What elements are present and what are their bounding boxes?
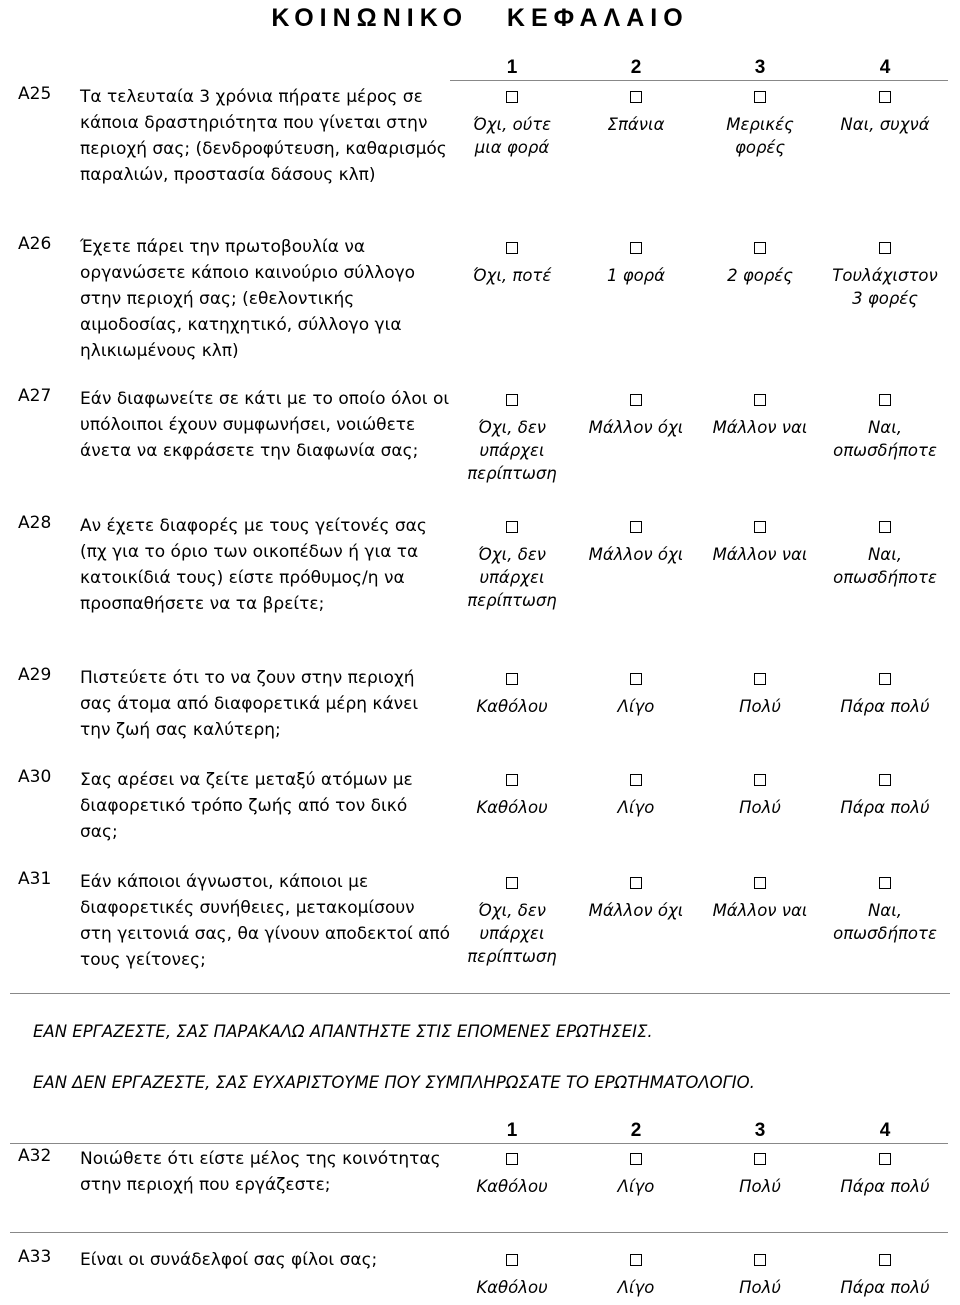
checkbox[interactable] xyxy=(754,774,766,786)
scale-header-2: 2 xyxy=(630,57,642,78)
option-label: Πολύ xyxy=(739,697,781,716)
option-label: Ναι, οπωσδήποτε xyxy=(833,901,937,943)
option-label: Πολύ xyxy=(739,1177,781,1196)
question-text: Αν έχετε διαφορές με τους γείτονές σας (πχ για το όριο των οικοπέδων ή για τα κατοικίδιά τους) είστε πρόθυμος/η να προσπαθήσετε να τα βρείτε; xyxy=(80,516,427,614)
option-label: Μερικές φορές xyxy=(726,115,794,157)
answer-option-2[interactable] xyxy=(574,1153,698,1198)
option-label: Πάρα πολύ xyxy=(840,798,930,817)
option-label: Ναι, οπωσδήποτε xyxy=(833,545,937,587)
option-label: Όχι, ποτέ xyxy=(472,266,552,285)
question-id: A25 xyxy=(18,84,52,104)
checkbox[interactable] xyxy=(879,877,891,889)
instruction-not-employed: ΕΑΝ ΔΕΝ ΕΡΓΑΖΕΣΤΕ, ΣΑΣ ΕΥΧΑΡΙΣΤΟΥΜΕ ΠΟΥ ΣΥΜΠΛΗΡΩΣΑΤΕ ΤΟ ΕΡΩΤΗΜΑΤΟΛΟΓΙΟ. xyxy=(33,1073,755,1092)
option-label: Πολύ xyxy=(739,798,781,817)
row-divider xyxy=(10,1232,948,1233)
option-label: Λίγο xyxy=(617,1177,655,1196)
answer-option-1[interactable] xyxy=(450,242,574,287)
checkbox[interactable] xyxy=(754,91,766,103)
option-label: Ναι, οπωσδήποτε xyxy=(833,418,937,460)
checkbox[interactable] xyxy=(879,394,891,406)
answer-option-4[interactable] xyxy=(823,1254,947,1299)
answer-option-2[interactable] xyxy=(574,242,698,287)
question-text: Εάν διαφωνείτε σε κάτι με το οποίο όλοι οι υπόλοιποι έχουν συμφωνήσει, νοιώθετε άνετα να εκφράσετε την διαφωνία σας; xyxy=(80,389,450,461)
answer-option-2[interactable] xyxy=(574,521,698,566)
answer-option-1[interactable] xyxy=(450,91,574,159)
checkbox[interactable] xyxy=(879,1254,891,1266)
answer-option-1[interactable] xyxy=(450,394,574,485)
checkbox[interactable] xyxy=(506,774,518,786)
option-label: Σπάνια xyxy=(607,115,665,134)
checkbox[interactable] xyxy=(506,1254,518,1266)
checkbox[interactable] xyxy=(754,1254,766,1266)
answer-option-2[interactable] xyxy=(574,91,698,136)
checkbox[interactable] xyxy=(754,242,766,254)
option-label: Πολύ xyxy=(739,1278,781,1297)
checkbox[interactable] xyxy=(630,242,642,254)
question-id: A30 xyxy=(18,767,52,787)
checkbox[interactable] xyxy=(879,1153,891,1165)
question-text: Είναι οι συνάδελφοί σας φίλοι σας; xyxy=(80,1250,378,1270)
question-text: Πιστεύετε ότι το να ζουν στην περιοχή σας άτομα από διαφορετικά μέρη κάνει την ζωή σας καλύτερη; xyxy=(80,668,419,740)
option-label: Πάρα πολύ xyxy=(840,1177,930,1196)
option-label: Καθόλου xyxy=(476,697,548,716)
answer-option-3[interactable] xyxy=(698,877,822,922)
question-text: Έχετε πάρει την πρωτοβουλία να οργανώσετε κάποιο καινούριο σύλλογο στην περιοχή σας; (εθελοντικής αιμοδοσίας, κατηχητικό, σύλλογο για ηλικιωμένους κλπ) xyxy=(80,237,416,361)
answer-option-3[interactable] xyxy=(698,1153,822,1198)
section-divider xyxy=(10,993,950,994)
answer-option-1[interactable] xyxy=(450,521,574,612)
checkbox[interactable] xyxy=(879,91,891,103)
option-label: 2 φορές xyxy=(727,266,793,285)
answer-option-2[interactable] xyxy=(574,394,698,439)
option-label: Πάρα πολύ xyxy=(840,697,930,716)
checkbox[interactable] xyxy=(754,521,766,533)
checkbox[interactable] xyxy=(506,877,518,889)
checkbox[interactable] xyxy=(630,91,642,103)
answer-option-2[interactable] xyxy=(574,877,698,922)
option-label: Λίγο xyxy=(617,697,655,716)
checkbox[interactable] xyxy=(754,1153,766,1165)
option-label: Μάλλον όχι xyxy=(588,901,684,920)
question-text: Εάν κάποιοι άγνωστοι, κάποιοι με διαφορετικές συνήθειες, μετακομίσουν στη γειτονιά σας, θα γίνουν αποδεκτοί από τους γείτονες; xyxy=(80,872,450,970)
answer-option-3[interactable] xyxy=(698,521,822,566)
checkbox[interactable] xyxy=(754,877,766,889)
question-text: Νοιώθετε ότι είστε μέλος της κοινότητας στην περιοχή που εργάζεστε; xyxy=(80,1149,441,1195)
question-id: A26 xyxy=(18,234,52,254)
question-id: A29 xyxy=(18,665,52,685)
checkbox[interactable] xyxy=(630,521,642,533)
answer-option-4[interactable] xyxy=(823,673,947,718)
question-text: Τα τελευταία 3 χρόνια πήρατε μέρος σε κάποια δραστηριότητα που γίνεται στην περιοχή σας; (δενδροφύτευση, καθαρισμός παραλιών, προστασία δάσους κλπ) xyxy=(80,87,447,185)
header-rule xyxy=(450,80,948,81)
checkbox[interactable] xyxy=(506,242,518,254)
option-label: Τουλάχιστον 3 φορές xyxy=(832,266,938,308)
question-id: A32 xyxy=(18,1146,52,1166)
option-label: Καθόλου xyxy=(476,1177,548,1196)
option-label: Καθόλου xyxy=(476,1278,548,1297)
scale-header-4: 4 xyxy=(879,1120,891,1141)
option-label: Όχι, δεν υπάρχει περίπτωση xyxy=(467,901,557,966)
option-label: Όχι, δεν υπάρχει περίπτωση xyxy=(467,418,557,483)
question-text: Σας αρέσει να ζείτε μεταξύ ατόμων με διαφορετικό τρόπο ζωής από τον δικό σας; xyxy=(80,770,413,842)
checkbox[interactable] xyxy=(879,774,891,786)
answer-option-1[interactable] xyxy=(450,774,574,819)
answer-option-4[interactable] xyxy=(823,521,947,589)
scale-header-1: 1 xyxy=(506,1120,518,1141)
answer-option-3[interactable] xyxy=(698,242,822,287)
checkbox[interactable] xyxy=(506,394,518,406)
checkbox[interactable] xyxy=(630,394,642,406)
question-id: A33 xyxy=(18,1247,52,1267)
answer-option-1[interactable] xyxy=(450,1254,574,1299)
answer-option-1[interactable] xyxy=(450,877,574,968)
answer-option-2[interactable] xyxy=(574,1254,698,1299)
option-label: Μάλλον όχι xyxy=(588,545,684,564)
checkbox[interactable] xyxy=(630,774,642,786)
question-id: A27 xyxy=(18,386,52,406)
question-id: A28 xyxy=(18,513,52,533)
answer-option-2[interactable] xyxy=(574,774,698,819)
scale-header-3: 3 xyxy=(754,1120,766,1141)
answer-option-3[interactable] xyxy=(698,394,822,439)
answer-option-4[interactable] xyxy=(823,1153,947,1198)
answer-option-4[interactable] xyxy=(823,394,947,462)
checkbox[interactable] xyxy=(754,394,766,406)
option-label: 1 φορά xyxy=(606,266,666,285)
option-label: Όχι, δεν υπάρχει περίπτωση xyxy=(467,545,557,610)
answer-option-4[interactable] xyxy=(823,877,947,945)
question-id: A31 xyxy=(18,869,52,889)
option-label: Ναι, συχνά xyxy=(840,115,930,134)
checkbox[interactable] xyxy=(879,521,891,533)
answer-option-3[interactable] xyxy=(698,1254,822,1299)
scale-header-3: 3 xyxy=(754,57,766,78)
checkbox[interactable] xyxy=(630,1153,642,1165)
checkbox[interactable] xyxy=(506,1153,518,1165)
option-label: Μάλλον όχι xyxy=(588,418,684,437)
option-label: Καθόλου xyxy=(476,798,548,817)
checkbox[interactable] xyxy=(506,91,518,103)
answer-option-3[interactable] xyxy=(698,91,822,159)
option-label: Λίγο xyxy=(617,798,655,817)
scale-header-1: 1 xyxy=(506,57,518,78)
answer-option-4[interactable] xyxy=(823,242,947,310)
checkbox[interactable] xyxy=(630,1254,642,1266)
option-label: Μάλλον ναι xyxy=(712,901,808,920)
option-label: Πάρα πολύ xyxy=(840,1278,930,1297)
answer-option-4[interactable] xyxy=(823,774,947,819)
answer-option-3[interactable] xyxy=(698,673,822,718)
scale-header-2: 2 xyxy=(630,1120,642,1141)
answer-option-1[interactable] xyxy=(450,1153,574,1198)
option-label: Μάλλον ναι xyxy=(712,418,808,437)
page-title: ΚΟΙΝΩΝΙΚΟ ΚΕΦΑΛΑΙΟ xyxy=(271,4,689,32)
option-label: Λίγο xyxy=(617,1278,655,1297)
checkbox[interactable] xyxy=(630,877,642,889)
header-rule xyxy=(10,1143,948,1144)
option-label: Μάλλον ναι xyxy=(712,545,808,564)
instruction-employed: ΕΑΝ ΕΡΓΑΖΕΣΤΕ, ΣΑΣ ΠΑΡΑΚΑΛΩ ΑΠΑΝΤΗΣΤΕ ΣΤΙΣ ΕΠΟΜΕΝΕΣ ΕΡΩΤΗΣΕΙΣ. xyxy=(33,1022,653,1041)
answer-option-4[interactable] xyxy=(823,91,947,136)
checkbox[interactable] xyxy=(506,673,518,685)
answer-option-3[interactable] xyxy=(698,774,822,819)
checkbox[interactable] xyxy=(630,673,642,685)
checkbox[interactable] xyxy=(879,673,891,685)
answer-option-1[interactable] xyxy=(450,673,574,718)
answer-option-2[interactable] xyxy=(574,673,698,718)
checkbox[interactable] xyxy=(506,521,518,533)
checkbox[interactable] xyxy=(754,673,766,685)
scale-header-4: 4 xyxy=(879,57,891,78)
checkbox[interactable] xyxy=(879,242,891,254)
option-label: Όχι, ούτε μια φορά xyxy=(472,115,552,157)
